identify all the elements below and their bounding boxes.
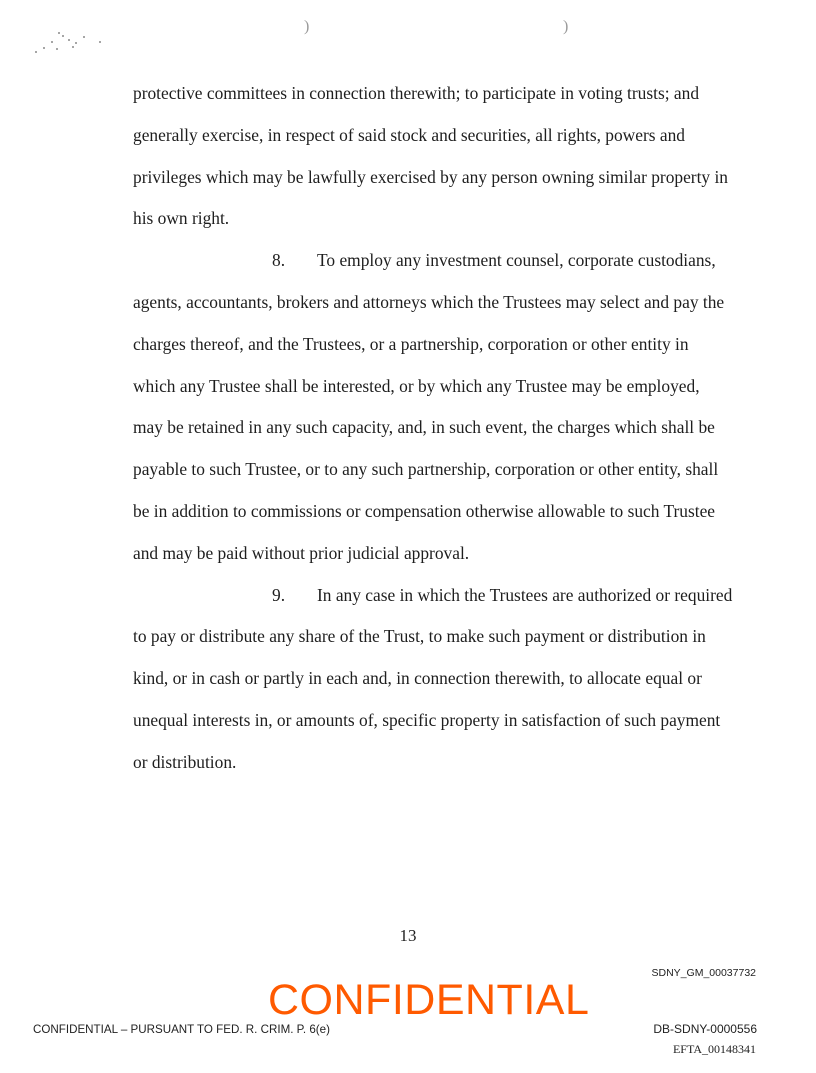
page-number: 13 xyxy=(399,926,417,945)
bates-number-top: SDNY_GM_00037732 xyxy=(651,967,756,979)
paragraph-text: In any case in which the Trustees are authorized or required to pay or distribute any share of the Trust, to make such payment or distribution in kind, or in cash or partly in each and, in connection therewith, to allocate equal or unequal interests in, or amounts of, specific property in satisfaction of such payment or distribution. xyxy=(133,584,733,772)
paragraph-8 xyxy=(133,240,733,574)
document-body xyxy=(133,73,733,784)
confidentiality-notice: CONFIDENTIAL – PURSUANT TO FED. R. CRIM. P. 6(e) xyxy=(33,1023,330,1036)
confidential-watermark: CONFIDENTIAL xyxy=(268,976,590,1024)
paragraph-text: To employ any investment counsel, corporate custodians, agents, accountants, brokers and attorneys which the Trustees may select and pay the charges thereof, and the Trustees, or a partnership, corporation or other entity in which any Trustee shall be interested, or by which any Trustee may be employed, may be retained in any such capacity, and, in such event, the charges which shall be payable to such Trustee, or to any such partnership, corporation or other entity, shall be in addition to commissions or compensation otherwise allowable to such Trustee and may be paid without prior judicial approval. xyxy=(133,250,725,563)
scan-specks xyxy=(28,30,118,60)
scan-mark: ) xyxy=(563,18,569,35)
bates-number-right: DB-SDNY-0000556 xyxy=(653,1022,757,1036)
efta-number: EFTA_00148341 xyxy=(672,1042,756,1056)
scan-mark: ) xyxy=(304,18,310,35)
paragraph-number: 9. xyxy=(272,584,286,605)
paragraph-continuation: protective committees in connection therewith; to participate in voting trusts; and generally exercise, in respect of said stock and securities, all rights, powers and privileges which may be lawfully exercised by any person owning similar property in his own right. xyxy=(133,83,728,229)
paragraph-number: 8. xyxy=(272,250,286,271)
paragraph-9 xyxy=(133,575,733,784)
